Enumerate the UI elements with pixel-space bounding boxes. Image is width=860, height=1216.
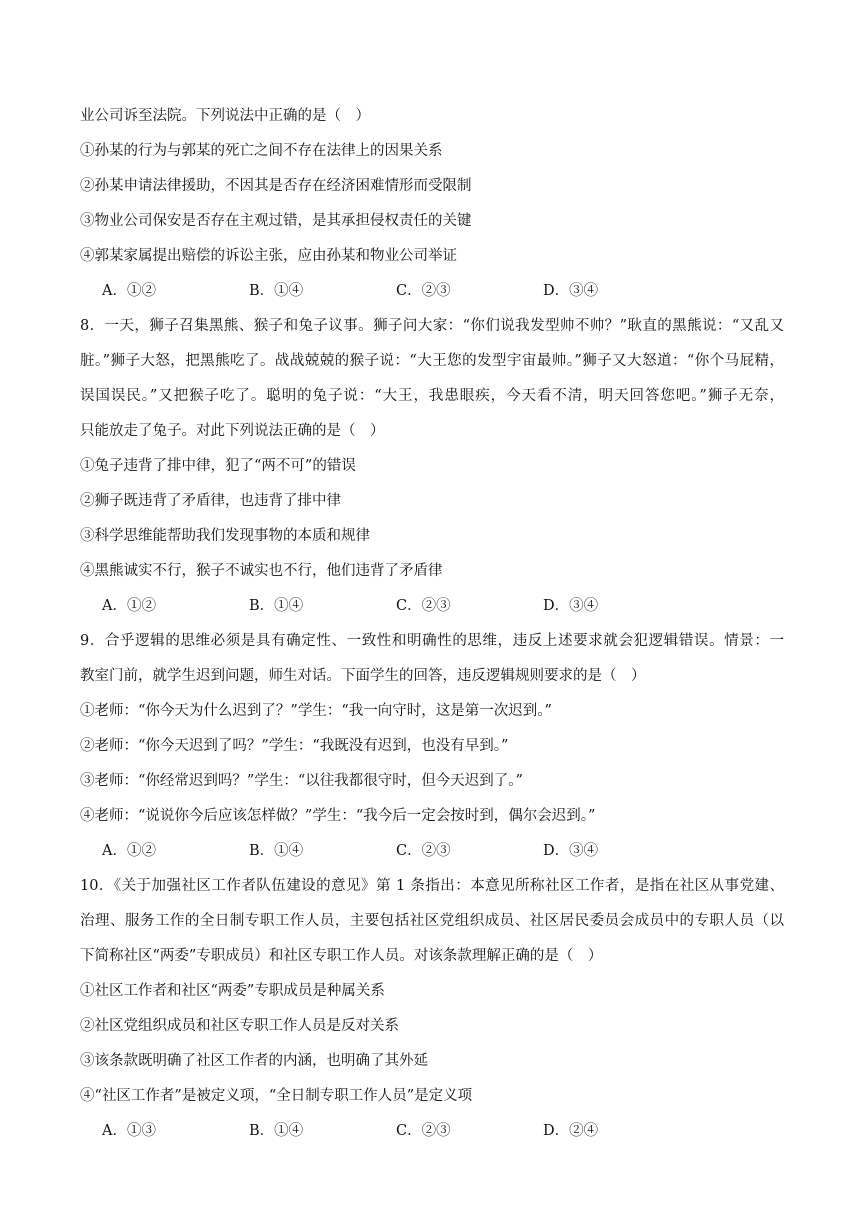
question-stem-line: 教室门前，就学生迟到问题，师生对话。下面学生的回答，违反逻辑规则要求的是（ ） [80, 668, 646, 684]
option-a: A．①② [102, 598, 156, 614]
option-d: D．③④ [543, 598, 599, 614]
statement-2: ②孙某申请法律援助，不因其是否存在经济困难情形而受限制 [80, 178, 472, 194]
question-stem-line: 脏。”狮子大怒，把黑熊吃了。战战兢兢的猴子说：“大王您的发型宇宙最帅。”狮子又大怒道：“你个马屁精， [80, 353, 784, 369]
statement-4: ④“社区工作者”是被定义项，“全日制专职工作人员”是定义项 [80, 1088, 473, 1104]
statement-3: ③物业公司保安是否存在主观过错，是其承担侵权责任的关键 [80, 213, 472, 229]
statement-4: ④老师：“说说你今后应该怎样做？”学生：“我今后一定会按时到，偶尔会迟到。” [80, 808, 596, 824]
option-b: B．①④ [249, 598, 304, 614]
answer-options [80, 841, 784, 861]
statement-3: ③科学思维能帮助我们发现事物的本质和规律 [80, 528, 370, 544]
option-a: A．①③ [102, 1123, 156, 1139]
option-d: D．②④ [543, 1123, 599, 1139]
question-9 [80, 631, 784, 861]
statement-4: ④黑熊诚实不行，猴子不诚实也不行，他们违背了矛盾律 [80, 563, 443, 579]
statement-1: ①老师：“你今天为什么迟到了？”学生：“我一向守时，这是第一次迟到。” [80, 703, 552, 719]
option-b: B．①④ [249, 1123, 304, 1139]
exam-page [80, 106, 784, 1156]
statement-2: ②老师：“你今天迟到了吗？”学生：“我既没有迟到，也没有早到。” [80, 738, 509, 754]
statement-2: ②狮子既违背了矛盾律，也违背了排中律 [80, 493, 341, 509]
option-d: D．③④ [543, 843, 599, 859]
statement-4: ④郭某家属提出赔偿的诉讼主张，应由孙某和物业公司举证 [80, 248, 457, 264]
option-a: A．①② [102, 283, 156, 299]
question-10 [80, 876, 784, 1141]
statement-1: ①社区工作者和社区“两委”专职成员是种属关系 [80, 983, 385, 999]
option-c: C．②③ [396, 598, 451, 614]
answer-options [80, 1121, 784, 1141]
option-c: C．②③ [396, 283, 451, 299]
option-a: A．①② [102, 843, 156, 859]
option-c: C．②③ [396, 843, 451, 859]
question-7 [80, 106, 784, 301]
statement-2: ②社区党组织成员和社区专职工作人员是反对关系 [80, 1018, 399, 1034]
option-c: C．②③ [396, 1123, 451, 1139]
answer-options [80, 596, 784, 616]
statement-1: ①兔子违背了排中律，犯了“两不可”的错误 [80, 458, 356, 474]
question-stem-line: 误国误民。”又把猴子吃了。聪明的兔子说：“大王，我患眼疾，今天看不清，明天回答您吧。”狮子无奈， [80, 388, 784, 404]
question-stem-line: 9．合乎逻辑的思维必须是具有确定性、一致性和明确性的思维，违反上述要求就会犯逻辑错误。情景：一 [80, 633, 784, 649]
answer-options [80, 281, 784, 301]
statement-3: ③该条款既明确了社区工作者的内涵，也明确了其外延 [80, 1053, 428, 1069]
statement-3: ③老师：“你经常迟到吗？”学生：“以往我都很守时，但今天迟到了。” [80, 773, 523, 789]
option-d: D．③④ [543, 283, 599, 299]
question-stem-line: 只能放走了兔子。对此下列说法正确的是（ ） [80, 423, 385, 439]
question-stem-line: 治理、服务工作的全日制专职工作人员，主要包括社区党组织成员、社区居民委员会成员中的专职人员（以 [80, 913, 784, 929]
question-stem-line: 业公司诉至法院。下列说法中正确的是（ ） [80, 108, 370, 124]
option-b: B．①④ [249, 283, 304, 299]
statement-1: ①孙某的行为与郭某的死亡之间不存在法律上的因果关系 [80, 143, 443, 159]
question-stem-line: 10．《关于加强社区工作者队伍建设的意见》第 1 条指出：本意见所称社区工作者，是指在社区从事党建、 [80, 878, 784, 894]
option-b: B．①④ [249, 843, 304, 859]
question-stem-line: 下简称社区“两委”专职成员）和社区专职工作人员。对该条款理解正确的是（ ） [80, 948, 603, 964]
question-stem-line: 8．一天，狮子召集黑熊、猴子和兔子议事。狮子问大家：“你们说我发型帅不帅？”耿直的黑熊说：“又乱又 [80, 318, 784, 334]
question-8 [80, 316, 784, 616]
